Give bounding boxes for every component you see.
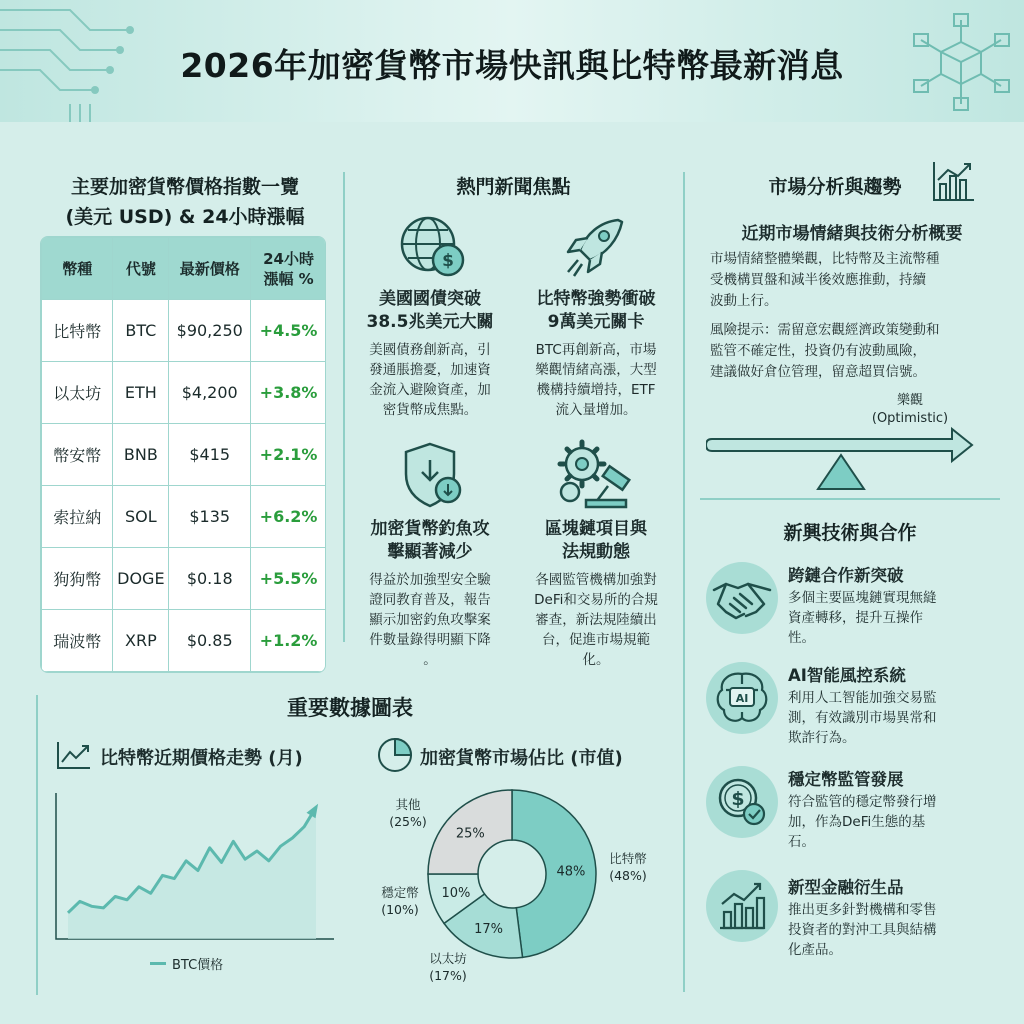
- analysis-paragraph-1: [710, 249, 1000, 312]
- coin-change: +3.8%: [251, 362, 326, 424]
- pie-label-name: 穩定幣: [381, 885, 419, 900]
- svg-text:$: $: [731, 788, 745, 810]
- tech-heading: 新興技術與合作: [783, 522, 917, 544]
- sentiment-label-line2: (Optimistic): [871, 411, 949, 426]
- news-item-1-body-line: 發通脹擔憂，加速資: [369, 362, 491, 378]
- table-row: [42, 548, 327, 610]
- coin-price: $415: [169, 424, 251, 486]
- coin-symbol: DOGE: [113, 548, 169, 610]
- bar-chart-trend-icon: [930, 158, 976, 204]
- col-header-price: 最新價格: [169, 238, 251, 300]
- btc-price-area: [68, 807, 316, 939]
- news-item-1-title-line1: 美國國債突破: [379, 289, 481, 309]
- coin-symbol: SOL: [113, 486, 169, 548]
- news-item-4-body: [516, 570, 676, 670]
- news-item-2-title-line1: 比特幣強勢衝破: [536, 289, 656, 309]
- news-item-1-title-line2: 38.5兆美元大關: [366, 312, 494, 332]
- legend-swatch: [150, 962, 166, 965]
- pie-slice-label: 25%: [455, 826, 485, 842]
- shield-icon: [400, 440, 466, 510]
- tech-item-2-body: [788, 688, 988, 748]
- coin-change: +5.5%: [251, 548, 326, 610]
- analysis-line: 風險提示：需留意宏觀經濟政策變動和: [710, 322, 940, 338]
- tech-item-1-body: [788, 588, 988, 648]
- analysis-heading: 市場分析與趨勢: [768, 176, 902, 198]
- tech-item-4-body: [788, 900, 988, 960]
- coin-change: +1.2%: [251, 610, 326, 672]
- news-item-2-body: [516, 340, 676, 420]
- coin-name: 索拉納: [42, 486, 113, 548]
- analysis-line: 受機構買盤和減半後效應推動，持續: [710, 272, 926, 288]
- sentiment-label: [850, 392, 970, 428]
- col-header-change-line2: 漲幅 %: [263, 269, 314, 288]
- coin-price: $0.18: [169, 548, 251, 610]
- news-item-4-body-line: 台，促進市場規範: [542, 632, 650, 648]
- tech-line: 測，有效識別市場異常和: [788, 710, 937, 726]
- news-item-3-body-line: 得益於加強型安全驗: [369, 572, 491, 588]
- news-item-3-title-line2: 擊顯著減少: [387, 542, 473, 562]
- legend-label: BTC價格: [172, 958, 224, 973]
- svg-text:AI: AI: [735, 692, 749, 705]
- coin-price: $90,250: [169, 300, 251, 362]
- news-item-1-body: [350, 340, 510, 420]
- pie-label-value: (17%): [429, 968, 467, 983]
- stablecoin-check-icon: [714, 774, 770, 830]
- tech-item-3-title: 穩定幣監管發展: [788, 770, 904, 789]
- coin-price: $0.85: [169, 610, 251, 672]
- tech-item-4-title: 新型金融衍生品: [788, 878, 904, 897]
- svg-text:$: $: [442, 251, 454, 271]
- analysis-divider: [700, 498, 1000, 500]
- coin-name: 比特幣: [42, 300, 113, 362]
- line-trend-icon: [56, 740, 92, 770]
- news-item-1-body-line: 美國債務創新高，引: [369, 342, 491, 358]
- ai-brain-icon: [714, 668, 770, 728]
- tech-line: 投資者的對沖工具與結構: [788, 922, 937, 938]
- pie-label-value: (48%): [609, 868, 647, 883]
- table-row: [42, 362, 327, 424]
- news-item-3-body-line: 件數量錄得明顯下降: [369, 632, 491, 648]
- news-item-2-title-line2: 9萬美元關卡: [547, 312, 645, 332]
- col-header-symbol: 代號: [113, 238, 169, 300]
- market-share-donut-chart: [426, 788, 598, 960]
- coin-name: 狗狗幣: [42, 548, 113, 610]
- prices-heading: [40, 172, 330, 232]
- charts-border-left: [36, 695, 38, 995]
- coin-name: 以太坊: [42, 362, 113, 424]
- analysis-sub-heading: 近期市場情緒與技術分析概要: [741, 224, 963, 244]
- tech-line: 石。: [788, 834, 815, 850]
- coin-change: +4.5%: [251, 300, 326, 362]
- gear-gavel-icon: [556, 438, 636, 510]
- news-item-4-body-line: DeFi和交易所的合規: [534, 592, 658, 608]
- table-row: [42, 610, 327, 672]
- table-row: [42, 486, 327, 548]
- pie-chart-title: 加密貨幣市場佔比 (市值): [420, 748, 623, 769]
- news-item-1-body-line: 密貨幣成焦點。: [382, 402, 478, 418]
- line-chart-title: 比特幣近期價格走勢 (月): [100, 748, 303, 769]
- table-row: [42, 424, 327, 486]
- tech-line: 欺詐行為。: [788, 730, 856, 746]
- coin-price: $4,200: [169, 362, 251, 424]
- news-item-2-body-line: 機構持續增持，ETF: [536, 382, 656, 398]
- col-header-change: [251, 238, 326, 300]
- pie-outer-label-eth: [418, 950, 478, 984]
- pie-label-name: 其他: [395, 797, 421, 812]
- tech-line: 多個主要區塊鏈實現無縫: [788, 590, 937, 606]
- btc-price-arrowhead: [307, 804, 319, 818]
- line-chart-legend: [150, 954, 223, 973]
- news-item-1-title: [350, 288, 510, 334]
- tech-line: 利用人工智能加強交易監: [788, 690, 937, 706]
- news-item-4-body-line: 化。: [582, 652, 610, 668]
- coin-symbol: BTC: [113, 300, 169, 362]
- tech-line: 化產品。: [788, 942, 842, 958]
- pie-slice-label: 17%: [474, 922, 504, 938]
- news-item-3-body-line: 證同教育普及，報告: [369, 592, 491, 608]
- coin-symbol: BNB: [113, 424, 169, 486]
- tech-line: 資產轉移，提升互操作: [788, 610, 923, 626]
- news-item-2-body-line: 流入量增加。: [555, 402, 637, 418]
- news-item-2-title: [516, 288, 676, 334]
- tech-line: 符合監管的穩定幣發行增: [788, 794, 937, 810]
- news-item-4-title-line1: 區塊鏈項目與: [545, 519, 647, 539]
- charts-heading: 重要數據圖表: [287, 696, 413, 720]
- tech-item-3-body: [788, 792, 988, 852]
- growth-chart-icon: [716, 880, 768, 932]
- pie-slice-label: 10%: [441, 886, 471, 902]
- page-title: 2026年加密貨幣市場快訊與比特幣最新消息: [180, 46, 844, 85]
- pie-outer-label-other: [378, 796, 438, 830]
- pie-label-name: 以太坊: [429, 951, 467, 966]
- coin-name: 瑞波幣: [42, 610, 113, 672]
- handshake-icon: [712, 574, 772, 624]
- news-item-1-body-line: 金流入避險資產，加: [369, 382, 491, 398]
- prices-heading-line1: 主要加密貨幣價格指數一覽: [70, 176, 299, 198]
- news-item-3-body-line: 顯示加密釣魚攻擊案: [369, 612, 491, 628]
- news-item-3-title: [350, 518, 510, 564]
- pie-outer-label-stablecoin: [370, 884, 430, 918]
- pie-label-value: (25%): [389, 814, 427, 829]
- news-item-4-title-line2: 法規動態: [562, 542, 630, 562]
- pie-chart-icon: [376, 736, 414, 774]
- analysis-line: 波動上行。: [710, 293, 778, 309]
- sentiment-label-line1: 樂觀: [896, 393, 923, 408]
- column-divider-right: [683, 172, 685, 992]
- news-item-3-title-line1: 加密貨幣釣魚攻: [370, 519, 490, 539]
- pie-slice-label: 48%: [556, 864, 586, 880]
- coin-symbol: ETH: [113, 362, 169, 424]
- pie-label-name: 比特幣: [609, 851, 647, 866]
- news-item-3-body-line: 。: [423, 652, 437, 668]
- price-table-wrap: [40, 236, 326, 673]
- price-table-header: [42, 238, 327, 300]
- globe-dollar-icon: [398, 214, 468, 280]
- price-table: [41, 237, 326, 672]
- prices-heading-line2: (美元 USD) & 24小時漲幅: [65, 206, 305, 228]
- news-item-4-body-line: 審查，新法規陸續出: [535, 612, 657, 628]
- news-item-2-body-line: BTC再創新高，市場: [535, 342, 657, 358]
- analysis-line: 監管不確定性，投資仍有波動風險，: [710, 343, 926, 359]
- coin-change: +2.1%: [251, 424, 326, 486]
- coin-name: 幣安幣: [42, 424, 113, 486]
- tech-line: 加，作為DeFi生態的基: [788, 814, 926, 830]
- news-heading: 熱門新聞焦點: [456, 176, 571, 198]
- column-divider-left: [343, 172, 345, 642]
- analysis-paragraph-2: [710, 320, 1000, 383]
- coin-symbol: XRP: [113, 610, 169, 672]
- pie-label-value: (10%): [381, 902, 419, 917]
- news-item-4-body-line: 各國監管機構加強對: [535, 572, 657, 588]
- tech-line: 性。: [788, 630, 815, 646]
- tech-item-1-title: 跨鏈合作新突破: [788, 566, 904, 585]
- col-header-change-line1: 24小時: [263, 249, 314, 268]
- sentiment-scale-icon: [706, 425, 976, 493]
- table-row: [42, 300, 327, 362]
- news-item-2-body-line: 樂觀情緒高漲，大型: [535, 362, 657, 378]
- analysis-line: 建議做好倉位管理，留意超買信號。: [710, 364, 926, 380]
- btc-price-line-chart: [48, 785, 338, 945]
- news-item-4-title: [516, 518, 676, 564]
- analysis-line: 市場情緒整體樂觀，比特幣及主流幣種: [710, 251, 940, 267]
- tech-item-2-title: AI智能風控系統: [788, 666, 906, 685]
- coin-change: +6.2%: [251, 486, 326, 548]
- pie-outer-label-btc: [600, 850, 656, 884]
- tech-line: 推出更多針對機構和零售: [788, 902, 937, 918]
- col-header-name: 幣種: [42, 238, 113, 300]
- news-item-3-body: [350, 570, 510, 670]
- rocket-icon: [560, 212, 630, 282]
- coin-price: $135: [169, 486, 251, 548]
